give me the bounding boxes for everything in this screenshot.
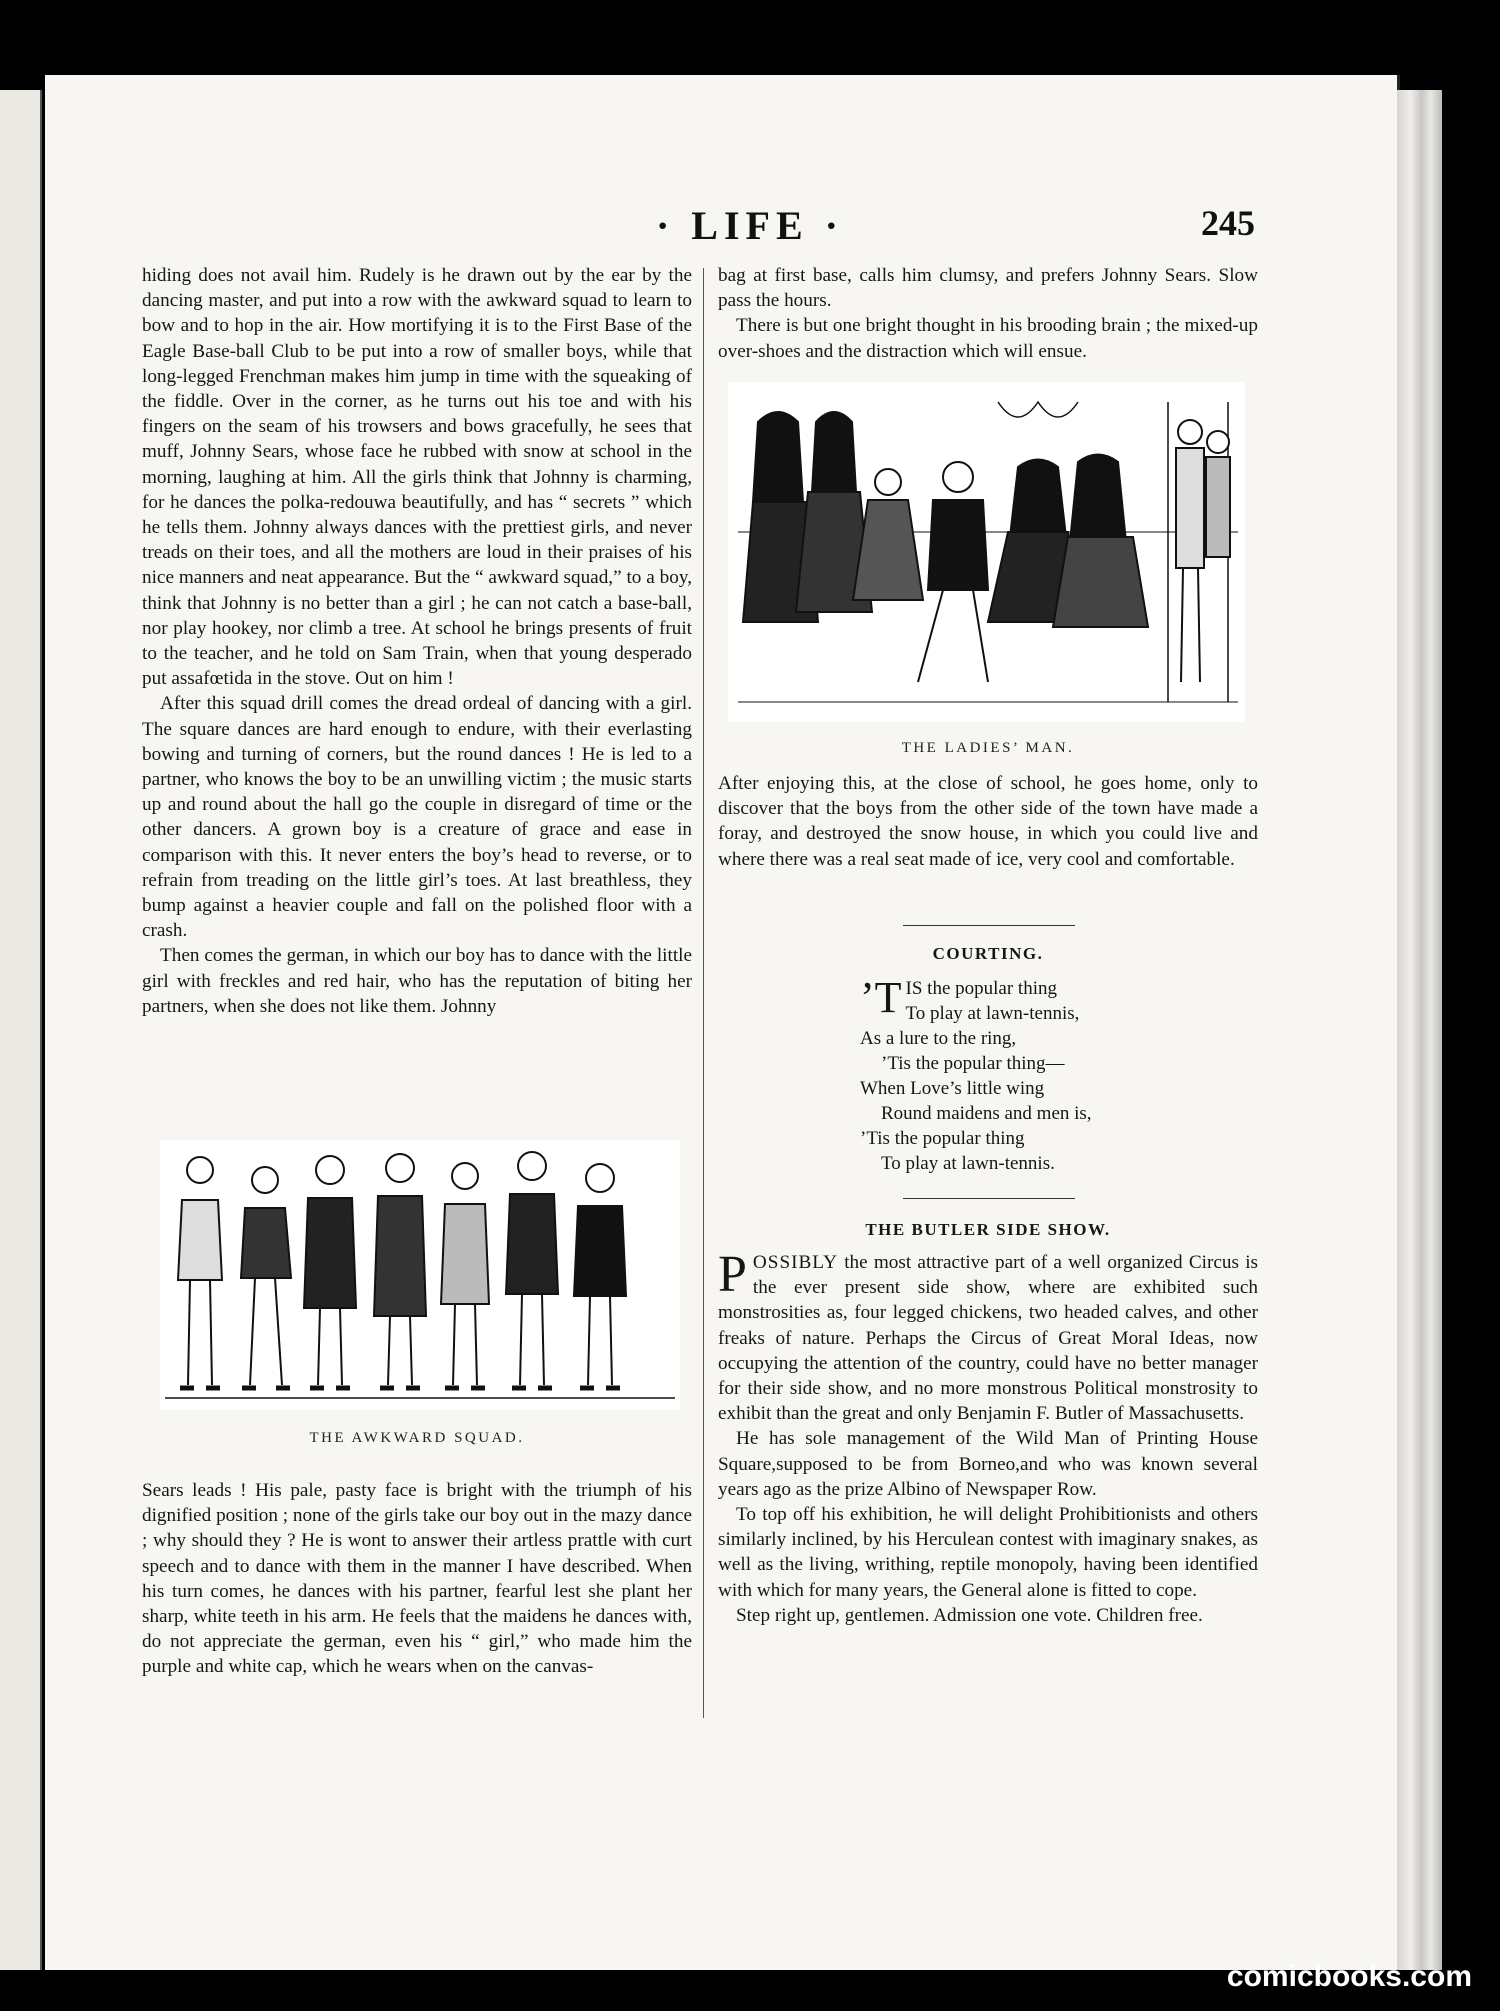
watermark: comicbooks.com	[1226, 1960, 1472, 1993]
column-divider	[703, 268, 704, 1718]
drop-cap: P	[718, 1246, 747, 1303]
paragraph: POSSIBLY the most attractive part of a well organized Circus is the ever present side show, where are exhibited such monstrosities as, four legged chickens, two headed calves, and other freaks of nature. Perhaps the Circus of Great Moral Ideas, now occupying the attention of the country, could have no better manager for their side show, and no more monstrous Political monstrosity to exhibit than the great and only Benjamin F. Butler of Massachusetts.	[718, 1246, 1258, 1425]
paragraph: bag at first base, calls him clumsy, and prefers Johnny Sears. Slow pass the hours.	[718, 265, 1258, 312]
right-column-top	[718, 263, 1258, 364]
poem-line: ’Tis the popular thing	[860, 1128, 1025, 1149]
paragraph: After this squad drill comes the dread ordeal of dancing with a girl. The square dances are hard enough to endure, with their everlasting bowing and turning of corners, but the round dances ! He is led to a partner, who knows the boy to be an unwilling victim ; the music starts up and round about the hall go the couple in disregard of time or the other dancers. A grown boy is a creature of grace and ease in comparison with this. It never enters the boy’s head to reverse, or to refrain from treading on the little girl’s toes. At last breathless, they bump against a heavier couple and fall on the polished floor with a crash.	[142, 693, 692, 942]
paragraph: Then comes the german, in which our boy has to dance with the little girl with freckles and red hair, who has the reputation of biting her partners, when she does not like them. Johnny	[142, 945, 692, 1017]
drop-cap: ’T	[860, 973, 902, 1022]
boy-figure	[574, 1164, 626, 1388]
man-figure	[1176, 420, 1204, 682]
page-number: 245	[1201, 203, 1255, 243]
poem-line: To play at lawn-tennis.	[881, 1153, 1055, 1174]
boy-figure	[506, 1152, 558, 1388]
section-divider	[903, 925, 1075, 926]
section-divider	[903, 1198, 1075, 1199]
poem-line: As a lure to the ring,	[860, 1028, 1017, 1049]
right-column-mid	[718, 771, 1258, 872]
boy-figure	[918, 462, 988, 682]
girl-figure	[853, 469, 923, 600]
poem-line: To play at lawn-tennis,	[905, 1003, 1080, 1024]
poem-line: When Love’s little wing	[860, 1078, 1045, 1099]
paragraph: There is but one bright thought in his brooding brain ; the mixed-up over-shoes and the distraction which will ensue.	[718, 315, 1258, 362]
paragraph: Step right up, gentlemen. Admission one vote. Children free.	[736, 1604, 1203, 1626]
page-title: · LIFE ·	[655, 203, 845, 248]
butler-heading: THE BUTLER SIDE SHOW.	[865, 1220, 1111, 1239]
poem-line: ’Tis the popular thing—	[881, 1053, 1065, 1074]
paragraph: He has sole management of the Wild Man of Printing House Square,supposed to be from Borneo,and who was known several years ago as the prize Albino of Newspaper Row.	[718, 1428, 1258, 1500]
paragraph: To top off his exhibition, he will delight Prohibitionists and others similarly inclined, by his Herculean contest with imaginary snakes, as well as the living, writhing, reptile monopoly, having been identified with which for many years, the General alone is fitted to cope.	[718, 1504, 1258, 1601]
boy-figure	[304, 1156, 356, 1388]
poem-line: ’T IS the popular thing	[860, 973, 1057, 1022]
ladies-man-caption: THE LADIES’ MAN.	[901, 740, 1075, 756]
boy-figure	[374, 1154, 426, 1388]
boy-figure	[441, 1163, 489, 1388]
first-word: OSSIBLY	[752, 1252, 838, 1273]
man-figure	[1206, 431, 1230, 557]
left-column-bottom	[142, 1478, 692, 1680]
girl-figure	[1053, 455, 1148, 628]
boy-figure	[178, 1157, 222, 1388]
paragraph: After enjoying this, at the close of school, he goes home, only to discover that the boys from the other side of the town have made a foray, and destroyed the snow house, in which you could live and where there was a real seat made of ice, very cool and comfortable.	[718, 773, 1258, 870]
awkward-squad-caption: THE AWKWARD SQUAD.	[309, 1430, 525, 1446]
poem-line: Round maidens and men is,	[881, 1103, 1092, 1124]
ladies-man-illustration	[728, 382, 1245, 722]
previous-page-edge	[0, 90, 42, 1970]
butler-article	[718, 1246, 1258, 1628]
awkward-squad-illustration	[160, 1140, 680, 1410]
boy-figure	[241, 1167, 291, 1388]
left-column-top	[142, 263, 692, 1019]
page-stack-edge	[1397, 90, 1442, 1970]
courting-poem	[860, 973, 1240, 1176]
paragraph: hiding does not avail him. Rudely is he drawn out by the ear by the dancing master, and put into a row with the awkward squad to learn to bow and to hop in the air. How mortifying it is to the First Base of the Eagle Base-ball Club to be put into a row of smaller boys, while that long-legged Frenchman makes him jump in time with the squeaking of the fiddle. Over in the corner, as he turns out his toe and with his fingers on the seam of his trowsers and bows gracefully, he sees that muff, Johnny Sears, whose face he rubbed with snow at school in the morning, laughing at him. All the girls think that Johnny is charming, for he dances the polka-redouwa beautifully, and has “ secrets ” which he tells them. Johnny always dances with the prettiest girls, and never treads on their toes, and all the mothers are loud in their praises of his nice manners and neat appearance. But the “ awkward squad,” to a boy, think that Johnny is no better than a girl ; he can not catch a base-ball, nor play hookey, nor climb a tree. At school he brings presents of fruit to the teacher, and he told on Sam Train, when that young desperado put assafœtida in the stove. Out on him !	[142, 265, 692, 690]
paragraph: Sears leads ! His pale, pasty face is bright with the triumph of his dignified position ; none of the girls take our boy out in the mazy dance ; why should they ? He is wont to answer their artless prattle with curt speech and to dance with them in the manner I have described. When his turn comes, he dances with his partner, fearful lest she plant her sharp, white teeth in his arm. He feels that the maidens he dances with, do not appreciate the german, even his “ girl,” who made him the purple and white cap, which he wears when on the canvas-	[142, 1480, 692, 1678]
courting-heading: COURTING.	[932, 944, 1044, 963]
